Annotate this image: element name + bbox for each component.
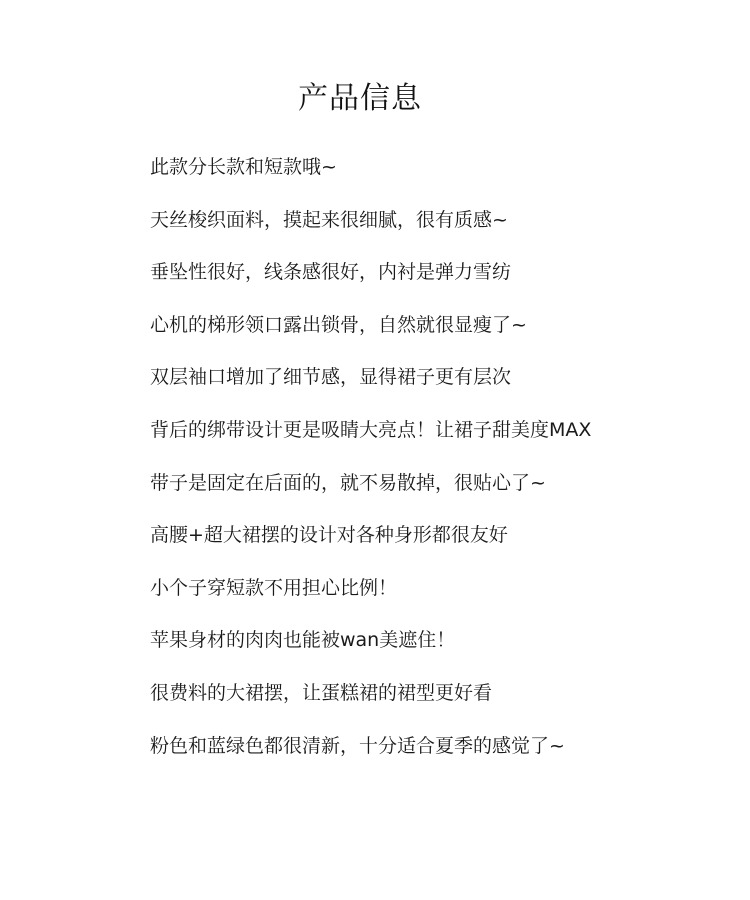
description-line: 粉色和蓝绿色都很清新，十分适合夏季的感觉了~ [150, 734, 565, 757]
description-line: 背后的绑带设计更是吸睛大亮点！让裙子甜美度MAX [150, 418, 592, 441]
description-line: 很费料的大裙摆，让蛋糕裙的裙型更好看 [150, 681, 493, 704]
description-line: 小个子穿短款不用担心比例！ [150, 576, 398, 599]
description-line: 双层袖口增加了细节感，显得裙子更有层次 [150, 366, 512, 389]
description-line: 苹果身材的肉肉也能被wan美遮住！ [150, 629, 456, 652]
description-line: 带子是固定在后面的，就不易散掉，很贴心了~ [150, 471, 546, 494]
description-line: 此款分长款和短款哦~ [150, 156, 337, 178]
description-line: 垂坠性很好，线条感很好，内衬是弹力雪纺 [150, 261, 512, 284]
page-title: 产品信息 [298, 81, 422, 116]
description-line: 心机的梯形领口露出锁骨，自然就很显瘦了~ [150, 313, 527, 336]
description-line: 高腰+超大裙摆的设计对各种身形都很友好 [150, 524, 508, 547]
product-description-list [150, 151, 730, 782]
description-line: 天丝梭织面料，摸起来很细腻，很有质感~ [150, 208, 508, 231]
